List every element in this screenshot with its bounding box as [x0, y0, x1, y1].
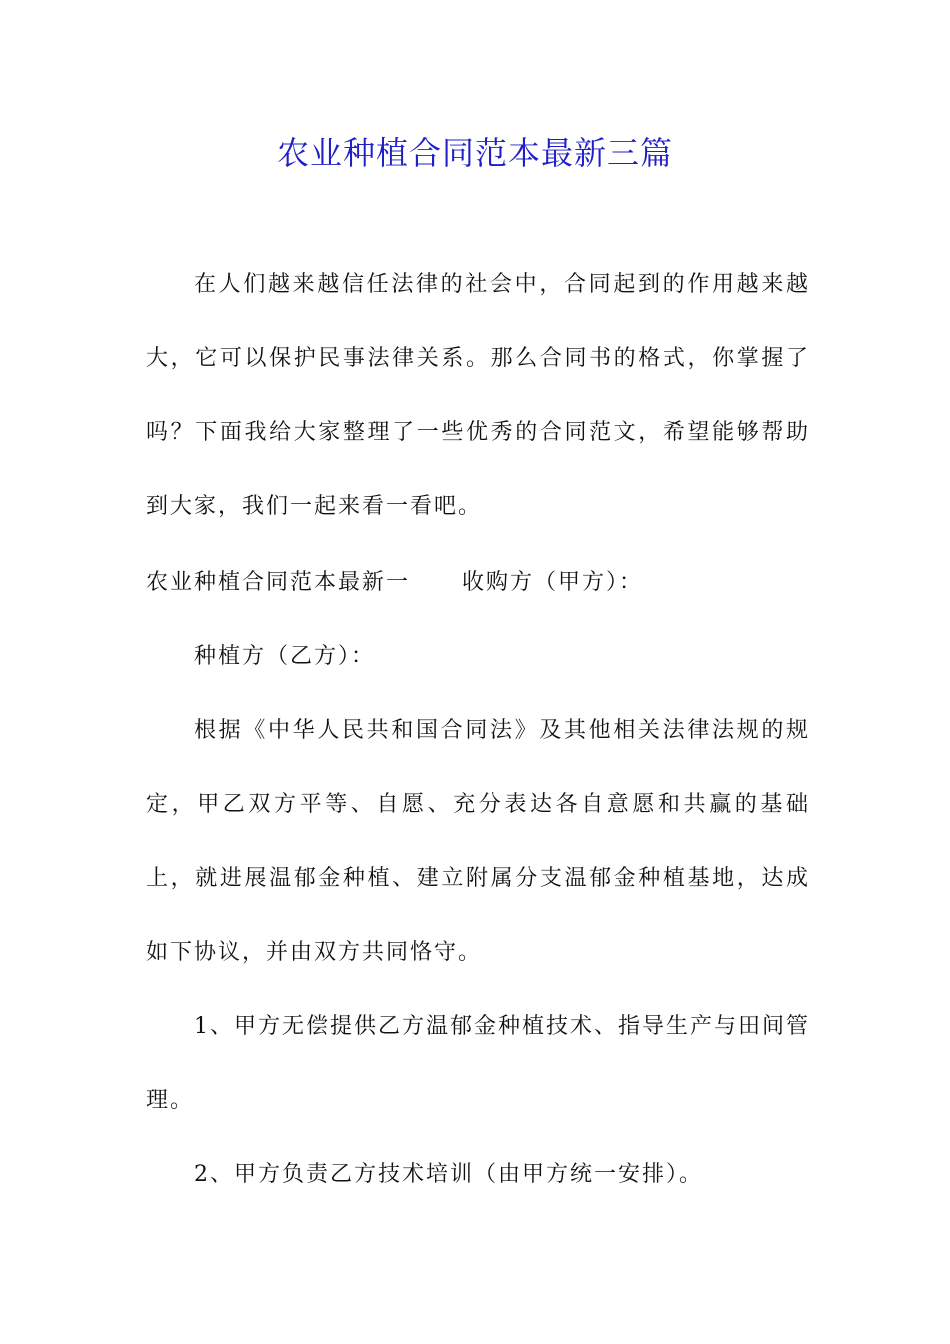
clause-1: 1、甲方无偿提供乙方温郁金种植技术、指导生产与田间管理。 — [146, 1014, 810, 1113]
buyer-label: 收购方（甲方）： — [462, 570, 644, 595]
clause-2: 2、甲方负责乙方技术培训（由甲方统一安排）。 — [194, 1162, 703, 1187]
intro-block — [146, 248, 810, 544]
section-heading-line — [146, 546, 810, 620]
grower-label: 种植方（乙方）： — [194, 644, 376, 669]
section-block — [146, 546, 810, 1212]
section-heading: 农业种植合同范本最新一 — [146, 570, 411, 595]
preamble-paragraph: 根据《中华人民共和国合同法》及其他相关法律法规的规定，甲乙双方平等、自愿、充分表达各自意愿和共赢的基础上，就进展温郁金种植、建立附属分支温郁金种植基地，达成如下协议，并由双方共同恪守。 — [146, 718, 810, 965]
document-title: 农业种植合同范本最新三篇 — [276, 134, 673, 172]
intro-paragraph: 在人们越来越信任法律的社会中，合同起到的作用越来越大，它可以保护民事法律关系。那么合同书的格式，你掌握了吗？下面我给大家整理了一些优秀的合同范文，希望能够帮助到大家，我们一起来看一看吧。 — [146, 272, 810, 519]
